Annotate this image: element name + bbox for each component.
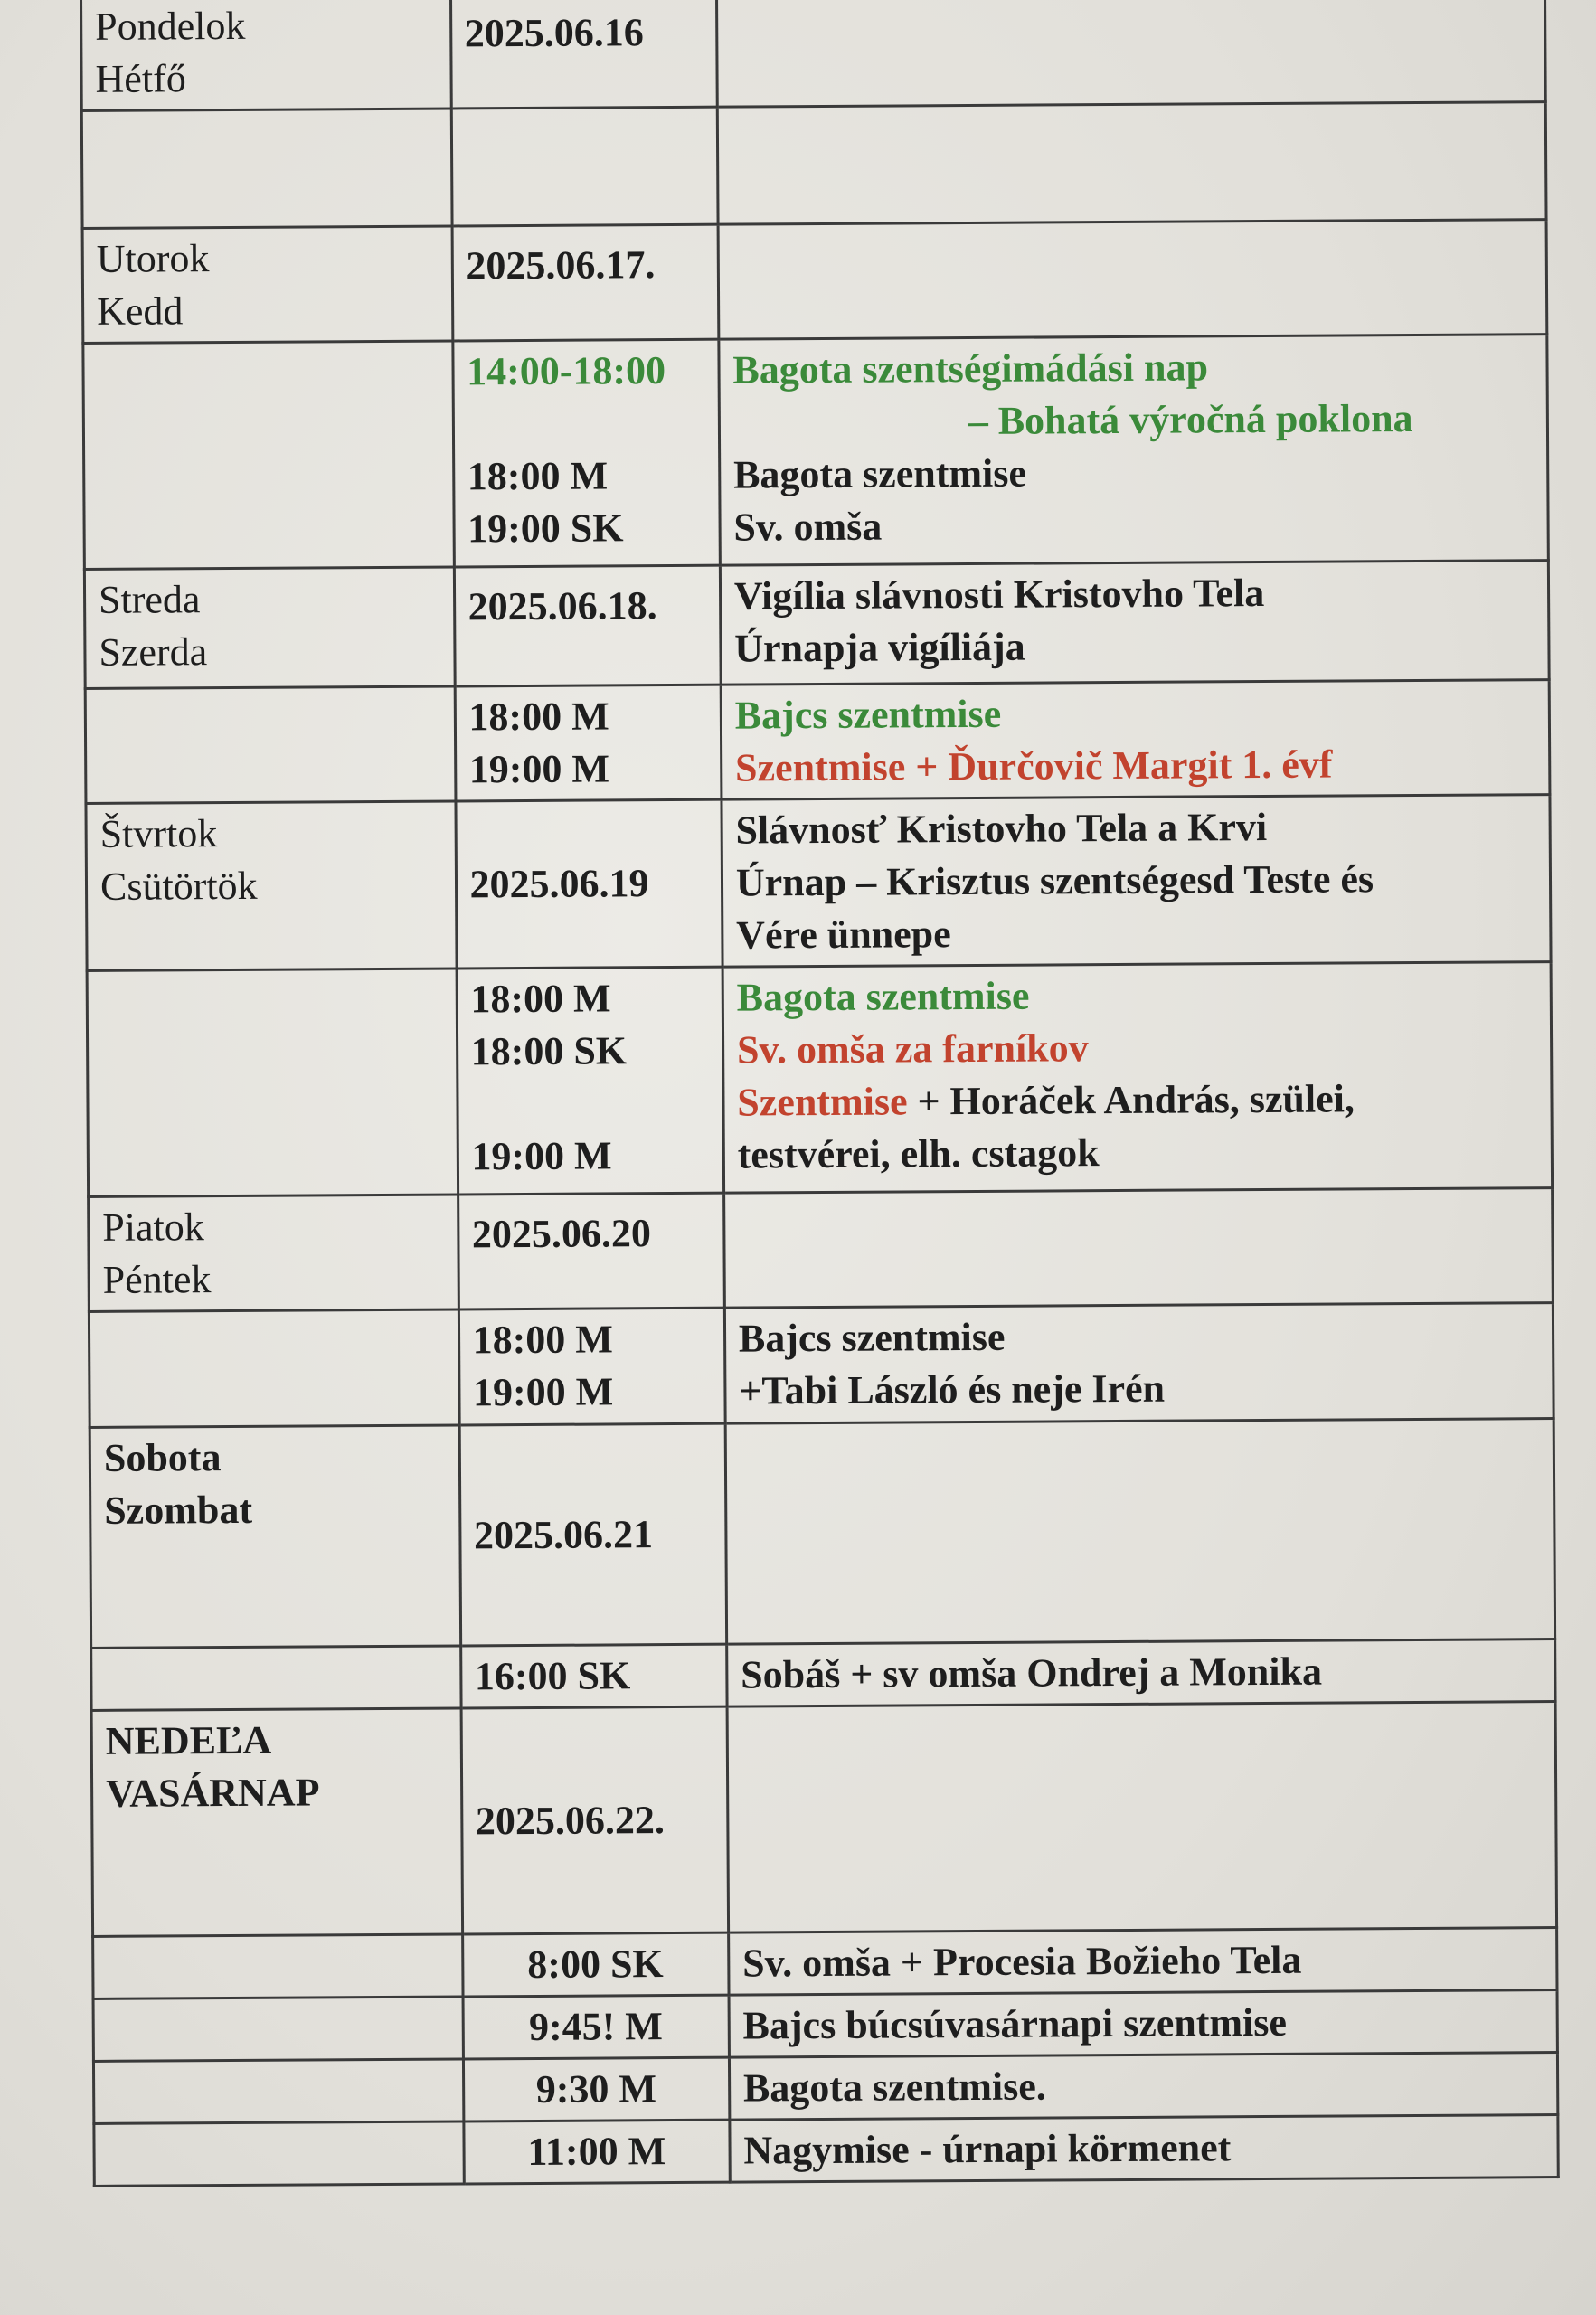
- day-name-sk: Štvrtok: [99, 811, 218, 856]
- event-text-rest: + Horáček András, szülei,: [907, 1076, 1355, 1124]
- day-name-hu: Szerda: [99, 629, 208, 675]
- day-name-hu: Kedd: [96, 288, 184, 334]
- time-cell: [460, 1644, 727, 1708]
- date: 2025.06.16: [464, 10, 644, 56]
- table-row: [94, 2115, 1558, 2187]
- day-cell: [81, 0, 451, 110]
- date-cell: [450, 0, 717, 109]
- event-text: testvérei, elh. cstagok: [737, 1130, 1100, 1177]
- time-cell: [455, 685, 722, 801]
- event-cell: [728, 1928, 1557, 1996]
- time: 11:00 M: [527, 2129, 666, 2175]
- time-cell: [463, 2120, 730, 2184]
- event-cell: [719, 335, 1549, 566]
- time: 9:30 M: [535, 2066, 657, 2112]
- day-cell: [86, 801, 457, 970]
- day-name-sk: Utorok: [96, 236, 210, 281]
- table-row: [85, 680, 1550, 804]
- feast-title: Úrnap – Krisztus szentségesd Teste és: [735, 856, 1374, 905]
- event-cell: [729, 2053, 1558, 2121]
- event-text: Szentmise + Horáček András, szülei,: [737, 1076, 1355, 1125]
- table-row: [87, 962, 1552, 1197]
- event-text: Bagota szentmise: [736, 973, 1030, 1020]
- table-row: [90, 1419, 1554, 1649]
- event-cell: [721, 680, 1550, 800]
- time: 9:45! M: [528, 2004, 664, 2050]
- feast-title: Vére ünnepe: [736, 912, 951, 958]
- time: 18:00 M: [468, 694, 609, 740]
- date-cell: [452, 224, 719, 341]
- day-name-hu: Csütörtök: [99, 863, 258, 909]
- time-cell: [457, 967, 724, 1195]
- date: 2025.06.22.: [475, 1797, 666, 1843]
- table-row: [82, 220, 1547, 344]
- time: 19:00 M: [468, 746, 610, 792]
- time: 8:00 SK: [527, 1942, 664, 1988]
- time: 16:00 SK: [474, 1653, 631, 1699]
- feast-title-cell: [720, 561, 1549, 685]
- event-cell: [716, 0, 1545, 107]
- event-text: Sv. omša za farníkov: [736, 1025, 1089, 1072]
- day-cell: [90, 1425, 460, 1648]
- event-text: Sv. omša + Procesia Božieho Tela: [742, 1937, 1302, 1986]
- feast-title: Vigília slávnosti Kristovho Tela: [733, 571, 1265, 619]
- time: 18:00 M: [472, 1317, 613, 1363]
- event-text: Bagota szentmise.: [742, 2064, 1046, 2111]
- feast-title: Slávnosť Kristovho Tela a Krvi: [735, 804, 1268, 853]
- time-cell: [463, 1995, 730, 2059]
- event-cell: [724, 1303, 1554, 1424]
- day-name-hu: Hétfő: [95, 56, 186, 101]
- table-row: [89, 1188, 1554, 1312]
- table-row: [83, 335, 1548, 570]
- feast-title-cell: [722, 795, 1551, 968]
- feast-title: Úrnapja vigíliája: [734, 624, 1025, 671]
- event-text: Bagota szentségimádási nap: [732, 345, 1209, 392]
- time: 19:00 M: [472, 1369, 614, 1415]
- event-text: Szentmise + Ďurčovič Margit 1. évf: [734, 742, 1333, 790]
- event-cell: [727, 1639, 1556, 1707]
- time: 18:00 M: [467, 453, 609, 499]
- day-name-sk: Sobota: [103, 1435, 222, 1480]
- table-row: [89, 1303, 1554, 1428]
- time-cell: [458, 1308, 725, 1425]
- table-row: [81, 102, 1546, 229]
- date: 2025.06.18.: [467, 583, 657, 629]
- event-text: – Bohatá výročná poklona: [968, 396, 1413, 444]
- date-cell: [456, 799, 722, 969]
- time: 19:00 SK: [467, 506, 624, 552]
- event-text: Sv. omša: [733, 504, 883, 550]
- day-name-sk: Piatok: [102, 1205, 204, 1250]
- time-cell: [462, 1932, 729, 1997]
- event-text: +Tabi László és neje Irén: [739, 1365, 1166, 1413]
- table-row: [93, 1928, 1557, 1999]
- event-cell: [729, 1990, 1558, 2058]
- table-row: [91, 1639, 1555, 1711]
- event-text: Bajcs búcsúvasárnapi szentmise: [742, 1999, 1288, 2048]
- event-text: Nagymise - úrnapi körmenet: [743, 2125, 1232, 2173]
- table-row: [93, 2053, 1557, 2124]
- time: 14:00-18:00: [466, 348, 666, 394]
- event-text: Sobáš + sv omša Ondrej a Monika: [741, 1649, 1323, 1697]
- date: 2025.06.21: [473, 1511, 654, 1557]
- event-text: Bagota szentmise: [732, 450, 1027, 497]
- day-name-hu: Szombat: [104, 1487, 253, 1533]
- day-cell: [91, 1708, 462, 1936]
- day-cell: [84, 567, 454, 688]
- date-cell: [459, 1423, 727, 1646]
- day-cell: [82, 226, 452, 343]
- day-name-sk: Pondelok: [95, 3, 246, 49]
- event-cell: [722, 962, 1553, 1194]
- date: 2025.06.20: [471, 1211, 652, 1257]
- schedule-table: [80, 0, 1560, 2187]
- date-cell: [461, 1706, 729, 1934]
- day-name-sk: NEDEĽA: [105, 1717, 272, 1763]
- time: 18:00 M: [470, 976, 611, 1022]
- table-row: [81, 0, 1546, 110]
- time: 19:00 M: [471, 1133, 612, 1179]
- table-row: [84, 561, 1549, 689]
- date-cell: [458, 1193, 724, 1309]
- table-row: [91, 1702, 1556, 1937]
- day-cell: [89, 1195, 458, 1311]
- date: 2025.06.17.: [466, 242, 656, 288]
- event-text: Bajcs szentmise: [734, 691, 1002, 738]
- date-cell: [454, 565, 721, 686]
- table-row: [93, 1990, 1557, 2062]
- day-name-sk: Streda: [98, 577, 201, 622]
- time: 18:00 SK: [470, 1028, 628, 1074]
- table-row: [86, 795, 1551, 971]
- event-text: Bajcs szentmise: [738, 1314, 1006, 1361]
- date: 2025.06.19: [469, 861, 649, 907]
- time-cell: [452, 339, 720, 567]
- day-name-hu: VASÁRNAP: [106, 1770, 320, 1816]
- time-cell: [463, 2057, 730, 2121]
- day-name-hu: Péntek: [102, 1257, 212, 1302]
- event-cell: [730, 2115, 1559, 2183]
